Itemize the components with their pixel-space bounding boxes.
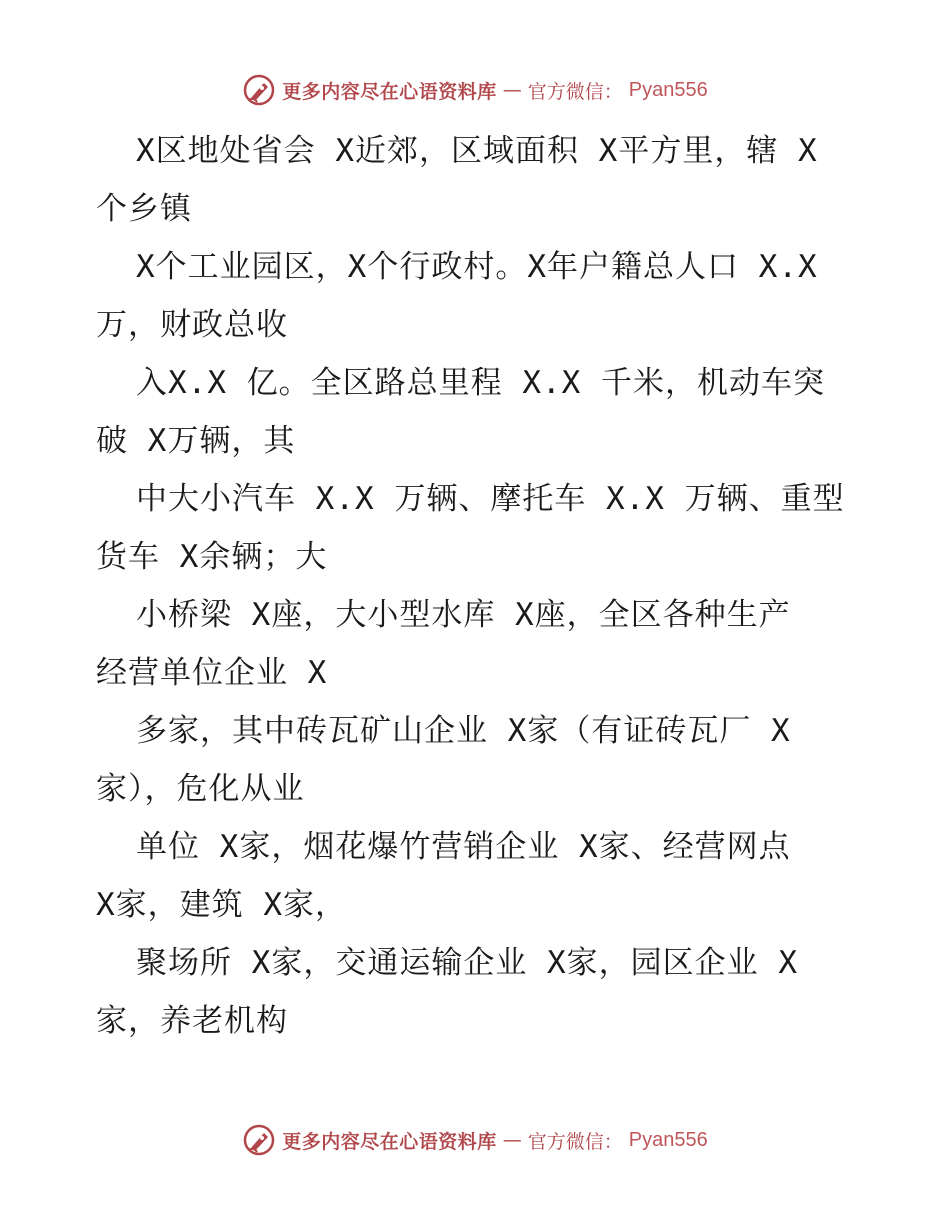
paragraph-1-line-2: 个乡镇 [96, 191, 192, 227]
document-body [96, 122, 866, 1050]
paragraph-3-line-1: 入X.X 亿。全区路总里程 X.X 千米，机动车突 [136, 365, 825, 401]
paragraph-2 [96, 238, 866, 354]
paragraph-8-line-1: 聚场所 X家，交通运输企业 X家，园区企业 X [136, 945, 798, 981]
paragraph-2-line-2: 万，财政总收 [96, 307, 288, 343]
paragraph-4 [96, 470, 866, 586]
paragraph-6-line-2: 家），危化从业 [96, 771, 305, 807]
paragraph-5-line-1: 小桥梁 X座，大小型水库 X座，全区各种生产 [136, 597, 791, 633]
header-wechat-handle: Pyan556 [628, 78, 708, 101]
fountain-pen-logo-icon [242, 73, 276, 107]
paragraph-5-line-2: 经营单位企业 X [96, 655, 328, 691]
paragraph-1 [96, 122, 866, 238]
header-brand: 更多内容尽在心语资料库 [282, 80, 497, 103]
paragraph-7-line-1: 单位 X家，烟花爆竹营销企业 X家、经营网点 [136, 829, 791, 865]
paragraph-6 [96, 702, 866, 818]
header-banner [0, 70, 950, 110]
footer-wechat-handle: Pyan556 [628, 1128, 708, 1151]
footer-brand: 更多内容尽在心语资料库 [282, 1130, 497, 1153]
paragraph-7 [96, 818, 866, 934]
footer-banner [0, 1120, 950, 1160]
paragraph-3-line-2: 破 X万辆，其 [96, 423, 296, 459]
header-wechat-label: 官方微信： [527, 80, 623, 103]
paragraph-6-line-1: 多家，其中砖瓦矿山企业 X家（有证砖瓦厂 X [136, 713, 791, 749]
paragraph-1-line-1: X区地处省会 X近郊，区域面积 X平方里，辖 X [136, 133, 818, 169]
paragraph-2-line-1: X个工业园区，X个行政村。X年户籍总人口 X.X [136, 249, 818, 285]
paragraph-4-line-2: 货车 X余辆；大 [96, 539, 328, 575]
paragraph-8-line-2: 家，养老机构 [96, 1003, 288, 1039]
paragraph-3 [96, 354, 866, 470]
fountain-pen-logo-icon [242, 1123, 276, 1157]
paragraph-8 [96, 934, 866, 1050]
paragraph-5 [96, 586, 866, 702]
paragraph-7-line-2: X家，建筑 X家， [96, 887, 347, 923]
footer-dash: — [502, 1129, 522, 1151]
footer-wechat-label: 官方微信： [527, 1130, 623, 1153]
header-dash: — [502, 79, 522, 101]
paragraph-4-line-1: 中大小汽车 X.X 万辆、摩托车 X.X 万辆、重型 [136, 481, 845, 517]
